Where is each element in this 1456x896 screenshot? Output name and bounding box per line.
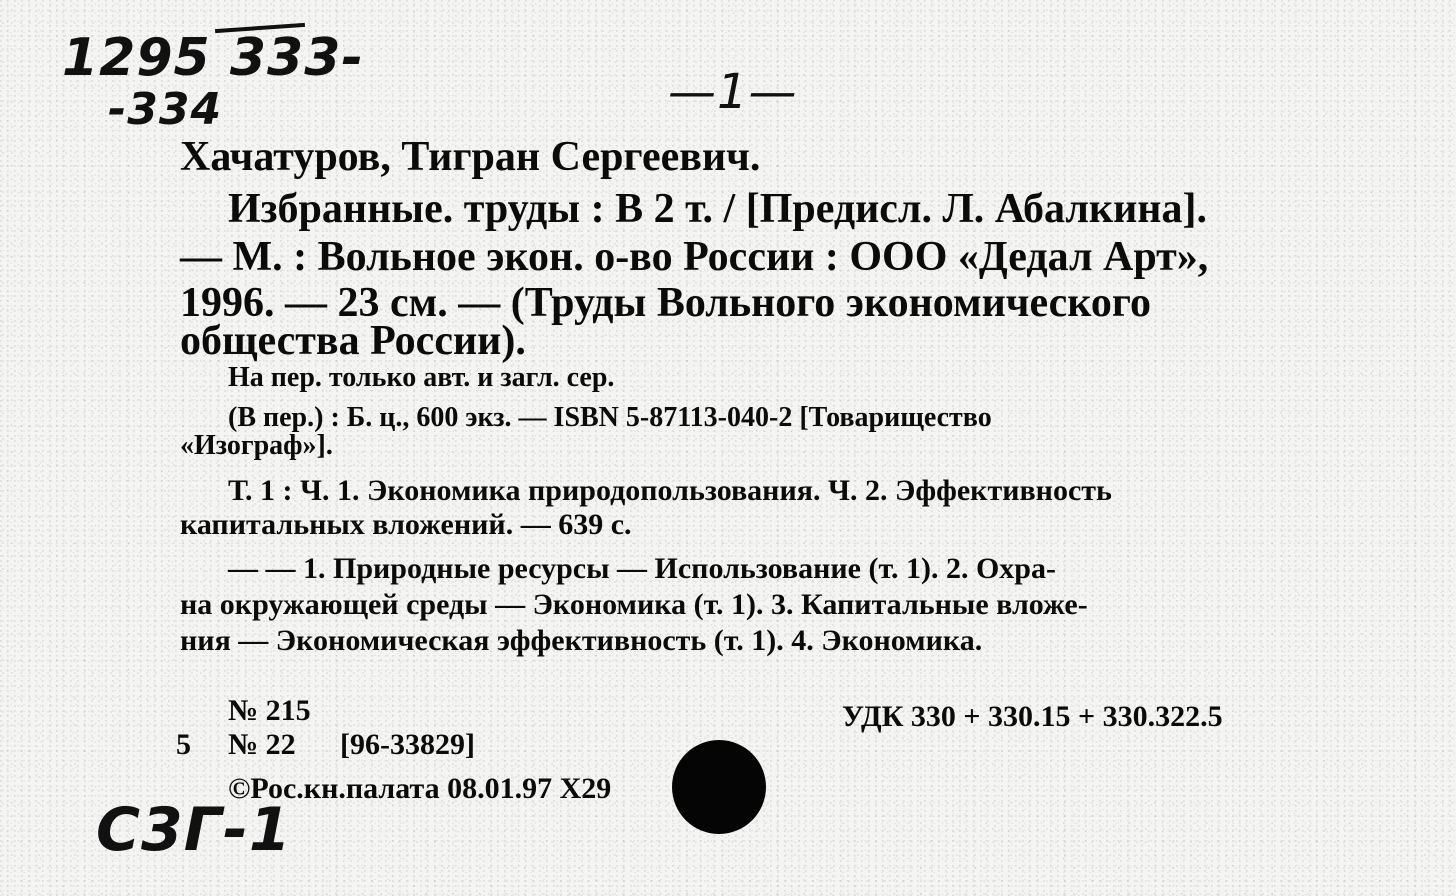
note-line-2: (В пер.) : Б. ц., 600 экз. — ISBN 5-87113-040-2 [Товарищество [228, 402, 992, 433]
subjects-line-1: — — 1. Природные ресурсы — Использование (т. 1). 2. Охра- [228, 552, 1056, 585]
title-line-3: 1996. — 23 см. — (Труды Вольного экономического [180, 280, 1151, 326]
author-heading: Хачатуров, Тигран Сергеевич. [180, 134, 761, 180]
handwritten-inventory-number: 1295 333- [62, 28, 364, 88]
number-prefix: 5 [176, 728, 191, 761]
udk-classification: УДК 330 + 330.15 + 330.322.5 [842, 700, 1223, 733]
number-22: № 22 [228, 728, 296, 761]
note-line-3: «Изограф»]. [180, 430, 333, 461]
title-line-2: — М. : Вольное экон. о-во России : ООО «Дедал Арт», [180, 234, 1209, 280]
title-line-1: Избранные. труды : В 2 т. / [Предисл. Л. Абалкина]. [228, 186, 1207, 232]
handwritten-shelf-mark: C3Г-1 [96, 795, 292, 865]
note-line-1: На пер. только авт. и загл. сер. [228, 362, 615, 393]
subjects-line-2: на окружающей среды — Экономика (т. 1). 3. Капитальные вложе- [180, 588, 1088, 621]
bracket-number: [96-33829] [340, 728, 475, 761]
punch-hole [672, 740, 766, 834]
book-chamber-stamp: ©Рос.кн.палата 08.01.97 Х29 [228, 772, 612, 805]
handwritten-inventory-number-cont: -334 [108, 84, 223, 135]
contents-line-2: капитальных вложений. — 639 с. [180, 508, 632, 541]
handwritten-card-number: —1— [668, 64, 798, 120]
subjects-line-3: ния — Экономическая эффективность (т. 1). 4. Экономика. [180, 624, 983, 657]
title-line-4: общества России). [180, 318, 526, 364]
contents-line-1: Т. 1 : Ч. 1. Экономика природопользования. Ч. 2. Эффективность [228, 474, 1112, 507]
number-215: № 215 [228, 694, 311, 727]
